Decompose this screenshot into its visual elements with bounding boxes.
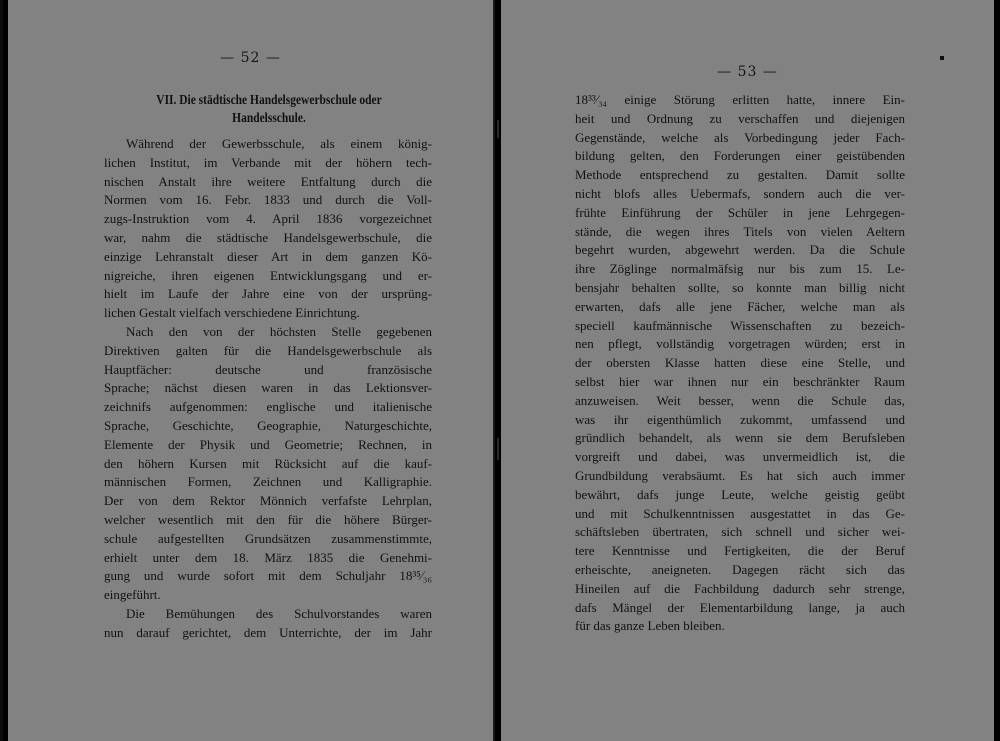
- text-line: speciell kaufmännische Wissenschaften zu bezeich-: [575, 317, 905, 333]
- text-line: hielt im Laufe der Jahre eine von der ursprüng-: [104, 286, 432, 302]
- text-line: Hineilen auf die Fachbildung dadurch sehr strenge,: [575, 580, 905, 596]
- text-line: Nach den von der höchsten Stelle gegebenen: [126, 323, 432, 339]
- text-line: heit und Ordnung zu verschaffen und diejenigen: [575, 110, 905, 126]
- text-line: nischen Anstalt ihre weitere Entfaltung durch die: [104, 173, 432, 189]
- gutter-mark: [497, 438, 499, 460]
- text-line: lichen Gestalt vielfach verschiedene Einrichtung.: [104, 305, 360, 321]
- text-line: Direktiven galten für die Handelsgewerbschule als: [104, 342, 432, 358]
- text-line: vorgreift und dabei, was unvermeidlich ist, die: [575, 449, 905, 465]
- text-line: Gegenstände, welche als Vorbedingung jeder Fach-: [575, 129, 905, 145]
- text-line: der obersten Klasse hatten diese eine Stelle, und: [575, 355, 905, 371]
- text-line: Grundbildung verabsäumt. Es hat sich auch immer: [575, 467, 905, 483]
- text-line: gung und wurde sofort mit dem Schuljahr 18³⁵⁄₃₆: [104, 568, 432, 584]
- section-heading: [134, 92, 405, 128]
- text-line: männischen Formen, Zeichnen und Kalligraphie.: [104, 474, 432, 490]
- text-line: Normen vom 16. Febr. 1833 und durch die Voll-: [104, 192, 432, 208]
- text-line: erwarten, dafs alle jene Fächer, welche man als: [575, 298, 905, 314]
- left-body-text: [104, 135, 432, 643]
- gutter-mark: [497, 120, 499, 138]
- right-page: [501, 0, 994, 741]
- text-line: bewährt, dafs junge Leute, welche geistig geübt: [575, 486, 905, 502]
- text-line: Elemente der Physik und Geometrie; Rechnen, in: [104, 436, 432, 452]
- text-line: nen pflegt, vollständig vorgetragen würden; erst in: [575, 336, 905, 352]
- text-line: Hauptfächer: deutsche und französische: [104, 361, 432, 377]
- text-line: den höhern Kursen mit Rücksicht auf die kauf-: [104, 455, 432, 471]
- speck: [940, 56, 944, 60]
- text-line: für das ganze Leben bleiben.: [575, 618, 725, 634]
- text-line: frühte Einführung der Schüler in jene Lehrgegen-: [575, 204, 905, 220]
- text-line: und mit Schulkenntnissen ausgestattet in das Ge-: [575, 505, 905, 521]
- text-line: gründlich behandelt, als wenn sie dem Berufsleben: [575, 430, 905, 446]
- text-line: zeichnifs aufgenommen: englische und italienische: [104, 399, 432, 415]
- page-number-left: — 52 —: [220, 50, 281, 66]
- text-line: schule aufgestellten Grundsätzen zusammenstimmte,: [104, 530, 432, 546]
- text-line: tere Kenntnisse und Fertigkeiten, die der Beruf: [575, 543, 905, 559]
- text-line: welcher wesentlich mit den für die höhere Bürger-: [104, 511, 432, 527]
- text-line: Der von dem Rektor Mönnich verfafste Lehrplan,: [104, 493, 432, 509]
- text-line: eingeführt.: [104, 587, 161, 603]
- text-line: dafs Mängel der Elementarbildung lange, ja auch: [575, 599, 905, 615]
- text-line: erheischte, aneigneten. Dagegen rächt sich das: [575, 561, 905, 577]
- text-line: lichen Institut, im Verbande mit der höhern tech-: [104, 154, 432, 170]
- heading-line-2: Handelsschule.: [232, 111, 306, 126]
- text-line: nicht blofs alles Uebermafs, sondern auch die ver-: [575, 185, 905, 201]
- text-line: nun darauf gerichtet, dem Unterrichte, der im Jahr: [104, 624, 432, 640]
- heading-line-1: VII. Die städtische Handelsgewerbschule oder: [156, 93, 382, 108]
- text-line: anzuweisen. Weit besser, wenn die Schule das,: [575, 392, 905, 408]
- text-line: Die Bemühungen des Schulvorstandes waren: [126, 605, 432, 621]
- text-line: selbst hier war ihnen nur ein beschränkter Raum: [575, 373, 905, 389]
- text-line: zugs-Instruktion vom 4. April 1836 vorgezeichnet: [104, 211, 432, 227]
- left-page: [8, 0, 495, 741]
- text-line: was ihr eigenthümlich zukommt, umfassend und: [575, 411, 905, 427]
- text-line: 18³³⁄₃₄ einige Störung erlitten hatte, innere Ein-: [575, 92, 905, 107]
- page-number-right: — 53 —: [717, 64, 778, 80]
- text-line: Sprache, Geschichte, Geographie, Naturgeschichte,: [104, 417, 432, 433]
- text-line: Während der Gewerbsschule, als einem könig-: [126, 136, 432, 151]
- text-line: begehrt wurden, abgewehrt werden. Da die Schule: [575, 242, 905, 258]
- page-edge-shadow: [0, 0, 3, 741]
- text-line: Methode entsprechend zu gestalten. Damit sollte: [575, 167, 905, 183]
- text-line: Sprache; nächst diesen waren in das Lektionsver-: [104, 380, 432, 396]
- text-line: bensjahr behalten sollte, so konnte man billig nicht: [575, 279, 905, 295]
- text-line: erhielt unter dem 18. März 1835 die Genehmi-: [104, 549, 432, 565]
- text-line: einzige Lehranstalt dieser Art in dem ganzen Kö-: [104, 248, 432, 264]
- right-body-text: [575, 91, 905, 636]
- text-line: schäftsleben übertraten, sich schnell und sicher wei-: [575, 524, 905, 540]
- text-line: bildung gelten, den Forderungen einer geistübenden: [575, 148, 905, 164]
- text-line: nigreiche, ihren eigenen Entwicklungsgang und er-: [104, 267, 432, 283]
- text-line: war, nahm die städtische Handelsgewerbschule, die: [104, 229, 432, 245]
- text-line: ihre Zöglinge normalmäfsig nur bis zum 15. Le-: [575, 261, 905, 277]
- text-line: stände, die wegen ihres Titels von vielen Aeltern: [575, 223, 905, 239]
